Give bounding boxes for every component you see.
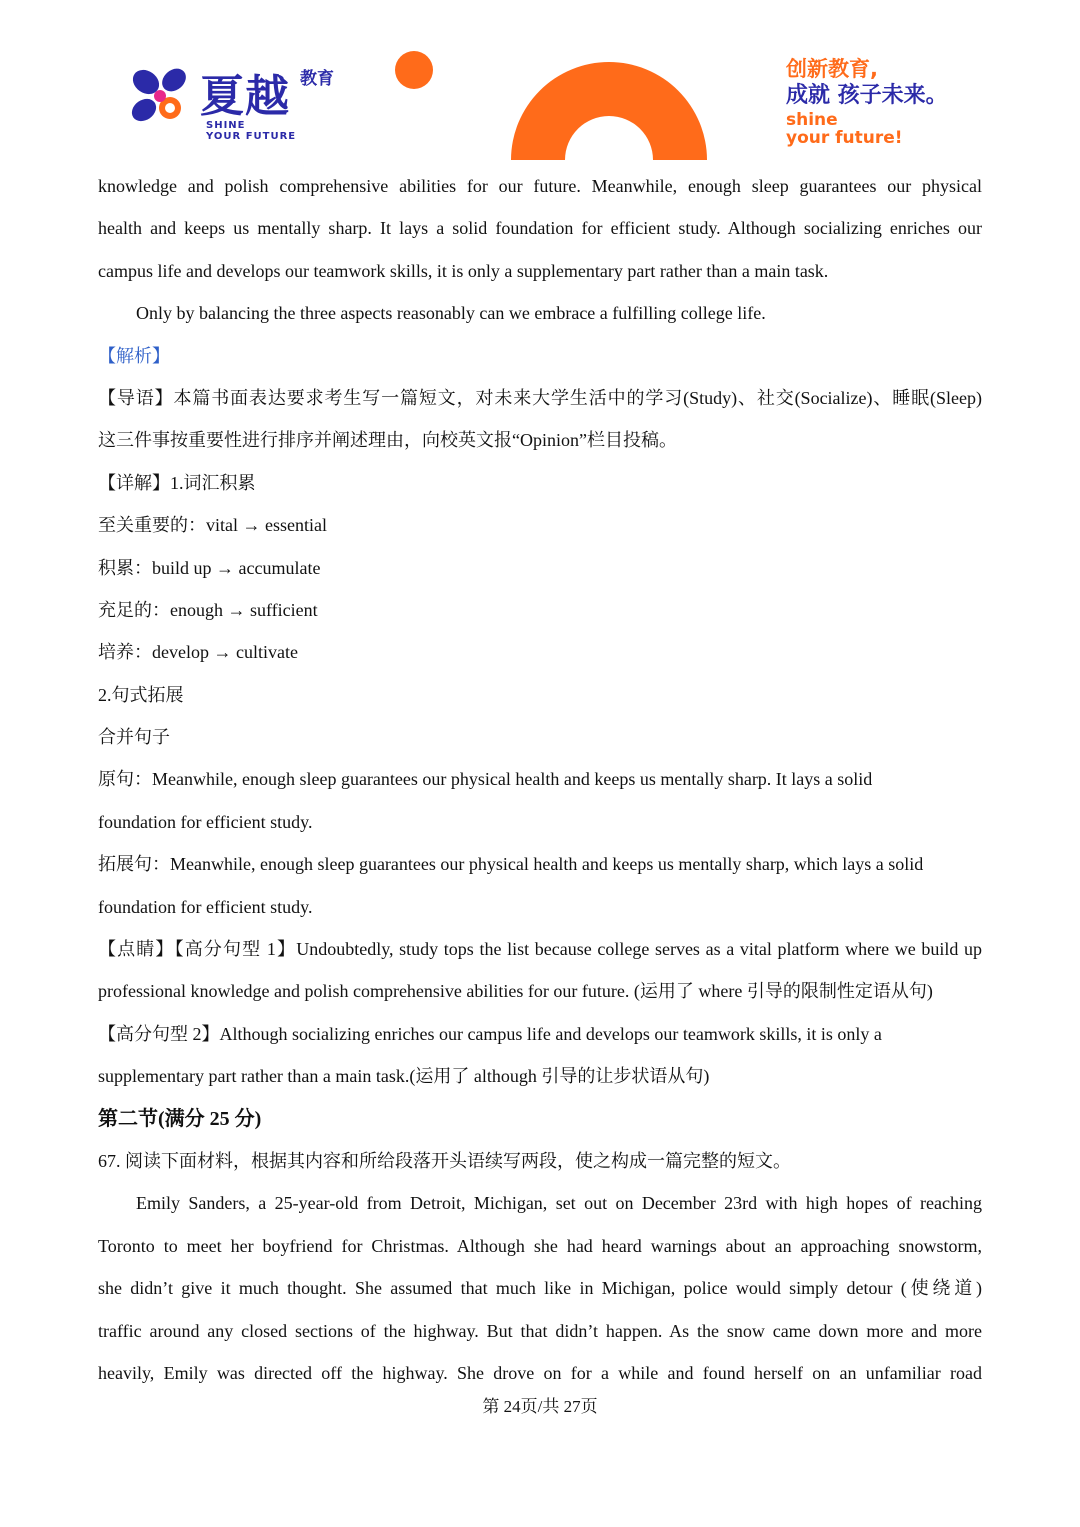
text-line: heavily, Emily was directed off the highway. She drove on for a while and found herself on an unfamiliar road — [98, 1362, 982, 1383]
slogan-line-1: 创新教育, — [786, 57, 878, 81]
vocab-item: 至关重要的：vital → essential — [98, 515, 327, 536]
text-line: 拓展句：Meanwhile, enough sleep guarantees our physical health and keeps us mentally sharp, which lays a solid — [98, 854, 924, 875]
brand-tagline-line-1: SHINE — [206, 120, 246, 131]
text-line: supplementary part rather than a main task.(运用了 although 引导的让步状语从句) — [98, 1066, 710, 1087]
analysis-heading: 【解析】 — [98, 345, 170, 366]
text-line: knowledge and polish comprehensive abilities for our future. Meanwhile, enough sleep guarantees our physical — [98, 176, 982, 196]
flower-logo-icon — [128, 64, 192, 128]
text-line: Only by balancing the three aspects reasonably can we embrace a fulfilling college life. — [136, 303, 766, 324]
section-heading: 第二节(满分 25 分) — [98, 1107, 262, 1130]
slogan-line-4: your future! — [786, 128, 903, 148]
vocab-item: 充足的：enough → sufficient — [98, 599, 318, 620]
text-line: 【点睛】【高分句型 1】Undoubtedly, study tops the list because college serves as a vital platform where we build up — [98, 939, 982, 960]
text-line: foundation for efficient study. — [98, 811, 313, 832]
page-header — [0, 0, 1080, 165]
document-body — [98, 167, 982, 1396]
page-number: 第 24页/共 27页 — [482, 1397, 598, 1416]
text-line: 2.句式拓展 — [98, 684, 184, 705]
brand-tagline-en — [206, 120, 296, 142]
text-line: 【导语】本篇书面表达要求考生写一篇短文，对未来大学生活中的学习(Study)、社交(Socialize)、睡眠(Sleep) — [98, 387, 982, 408]
text-line: 原句：Meanwhile, enough sleep guarantees our physical health and keeps us mentally sharp. It lays a solid — [98, 769, 873, 790]
decorative-arch-icon — [390, 45, 720, 163]
text-line: traffic around any closed sections of the highway. But that didn’t happen. As the snow came down more and more — [98, 1320, 982, 1341]
text-line: 这三件事按重要性进行排序并阐述理由，向校英文报“Opinion”栏目投稿。 — [98, 430, 677, 451]
text-line: 【高分句型 2】Although socializing enriches our campus life and develops our teamwork skills, it is only a — [98, 1023, 882, 1044]
slogan-line-2: 成就 孩子未来。 — [786, 83, 948, 108]
vocab-item: 积累：build up → accumulate — [98, 557, 321, 578]
text-line: foundation for efficient study. — [98, 896, 313, 917]
text-line: 合并句子 — [98, 727, 170, 748]
vocab-item: 培养：develop → cultivate — [98, 642, 298, 663]
brand-name-cn: 夏越 — [200, 71, 290, 122]
text-line: she didn’t give it much thought. She assumed that much like in Michigan, police would simply detour (使绕道) — [98, 1278, 982, 1299]
brand-tagline-line-2: YOUR FUTURE — [206, 131, 297, 142]
slogan — [786, 56, 986, 146]
brand-logo — [128, 62, 358, 152]
text-line: Emily Sanders, a 25-year-old from Detroit, Michigan, set out on December 23rd with high hopes of reaching — [136, 1193, 982, 1214]
text-line: health and keeps us mentally sharp. It lays a solid foundation for efficient study. Although socializing enriches our — [98, 218, 982, 239]
text-line: 【详解】1.词汇积累 — [98, 472, 256, 493]
text-line: professional knowledge and polish comprehensive abilities for our future. (运用了 where 引导的限制性定语从句) — [98, 981, 933, 1002]
brand-name-edu: 教育 — [300, 69, 334, 89]
text-line: campus life and develops our teamwork skills, it is only a supplementary part rather than a main task. — [98, 260, 829, 281]
slogan-line-3: shine — [786, 110, 838, 130]
question-prompt: 67. 阅读下面材料，根据其内容和所给段落开头语续写两段，使之构成一篇完整的短文。 — [98, 1150, 791, 1171]
text-line: Toronto to meet her boyfriend for Christmas. Although she had heard warnings about an approaching snowstorm, — [98, 1235, 982, 1256]
